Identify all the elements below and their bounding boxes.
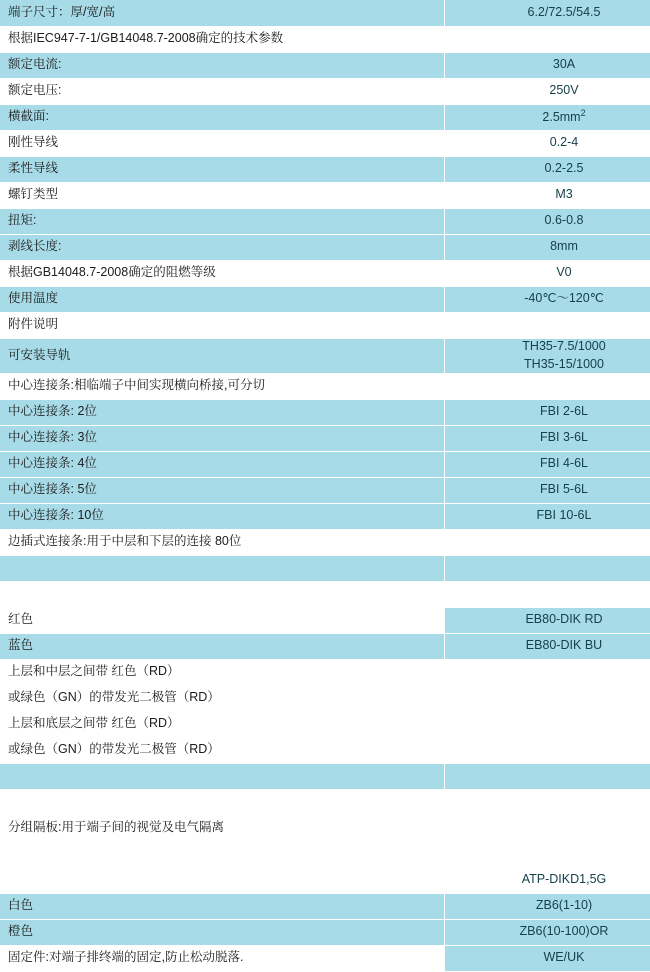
- table-cell-label: 中心连接条: 10位: [0, 503, 445, 529]
- table-cell-value: 250V: [445, 78, 650, 104]
- table-cell-value: EB80-DIK BU: [445, 633, 650, 659]
- table-row: [0, 685, 650, 711]
- table-cell-label: 红色: [0, 607, 445, 633]
- table-cell-value: [445, 312, 650, 338]
- table-cell-label: 柔性导线: [0, 156, 445, 182]
- table-row: [0, 26, 650, 52]
- table-row: [0, 607, 650, 633]
- table-cell-label: 螺钉类型: [0, 182, 445, 208]
- table-cell-label: 分组隔板:用于端子间的视觉及电气隔离: [0, 815, 445, 841]
- table-cell-label: 刚性导线: [0, 130, 445, 156]
- table-row: [0, 893, 650, 919]
- value-line: TH35-7.5/1000: [522, 339, 605, 355]
- table-cell-label: 或绿色（GN）的带发光二极管（RD）: [0, 737, 445, 763]
- table-cell-label: [0, 555, 445, 581]
- table-row: [0, 130, 650, 156]
- table-row: [0, 286, 650, 312]
- table-cell-label: [0, 763, 445, 789]
- table-row: [0, 711, 650, 737]
- table-row: [0, 919, 650, 945]
- table-cell-value: -40℃～120℃: [445, 286, 650, 312]
- table-cell-label: 中心连接条:相临端子中间实现横向桥接,可分切: [0, 373, 445, 399]
- table-row: [0, 399, 650, 425]
- table-row: [0, 737, 650, 763]
- table-row: [0, 841, 650, 867]
- table-row: [0, 0, 650, 26]
- table-cell-label: 白色: [0, 893, 445, 919]
- table-row: [0, 581, 650, 607]
- table-cell-value: [445, 789, 650, 815]
- table-row: [0, 659, 650, 685]
- table-cell-value: [445, 737, 650, 763]
- table-cell-value: [445, 529, 650, 555]
- table-cell-value: FBI 10-6L: [445, 503, 650, 529]
- table-cell-value: [445, 763, 650, 789]
- table-cell-label: 蓝色: [0, 633, 445, 659]
- table-cell-label: 中心连接条: 5位: [0, 477, 445, 503]
- table-cell-value: [445, 659, 650, 685]
- table-cell-value: ZB6(10-100)OR: [445, 919, 650, 945]
- table-row: [0, 815, 650, 841]
- table-cell-label: 中心连接条: 2位: [0, 399, 445, 425]
- table-cell-value: [445, 685, 650, 711]
- table-cell-value: [445, 338, 650, 373]
- table-cell-label: 固定件:对端子排终端的固定,防止松动脱落.: [0, 945, 445, 971]
- table-cell-value: FBI 2-6L: [445, 399, 650, 425]
- table-cell-label: [0, 789, 445, 815]
- table-cell-label: 扭矩:: [0, 208, 445, 234]
- table-row: [0, 529, 650, 555]
- table-cell-value: 30A: [445, 52, 650, 78]
- table-cell-label: 端子尺寸：厚/宽/高: [0, 0, 445, 26]
- table-cell-value: FBI 5-6L: [445, 477, 650, 503]
- table-cell-label: [0, 867, 445, 893]
- table-cell-value: [445, 711, 650, 737]
- table-cell-value: ATP-DIKD1,5G: [445, 867, 650, 893]
- table-cell-label: 或绿色（GN）的带发光二极管（RD）: [0, 685, 445, 711]
- table-cell-value: 0.6-0.8: [445, 208, 650, 234]
- table-cell-value: M3: [445, 182, 650, 208]
- table-cell-value: 0.2-4: [445, 130, 650, 156]
- table-row: [0, 182, 650, 208]
- table-cell-value: ZB6(1-10): [445, 893, 650, 919]
- value-superscript: 2: [581, 108, 586, 118]
- table-cell-label: 边插式连接条:用于中层和下层的连接 80位: [0, 529, 445, 555]
- table-cell-value: WE/UK: [445, 945, 650, 971]
- table-row: [0, 425, 650, 451]
- table-cell-label: 额定电压:: [0, 78, 445, 104]
- table-row: [0, 633, 650, 659]
- table-row: [0, 789, 650, 815]
- value-text: 2.5mm: [542, 110, 580, 124]
- table-row: [0, 156, 650, 182]
- table-row: [0, 208, 650, 234]
- table-cell-value: FBI 3-6L: [445, 425, 650, 451]
- table-row: [0, 312, 650, 338]
- table-cell-label: [0, 581, 445, 607]
- table-row: [0, 78, 650, 104]
- value-stack: [453, 339, 650, 373]
- value-line: TH35-15/1000: [524, 357, 604, 373]
- table-cell-value: 8mm: [445, 234, 650, 260]
- table-cell-label: 根据GB14048.7-2008确定的阻燃等级: [0, 260, 445, 286]
- table-cell-label: 附件说明: [0, 312, 445, 338]
- table-cell-value: 0.2-2.5: [445, 156, 650, 182]
- table-cell-value: [445, 373, 650, 399]
- table-cell-value: [445, 815, 650, 841]
- table-row: [0, 52, 650, 78]
- table-row: [0, 555, 650, 581]
- table-cell-label: 橙色: [0, 919, 445, 945]
- table-cell-value: [445, 555, 650, 581]
- table-cell-label: 根据IEC947-7-1/GB14048.7-2008确定的技术参数: [0, 26, 445, 52]
- table-row: [0, 451, 650, 477]
- table-row: [0, 763, 650, 789]
- table-cell-value: FBI 4-6L: [445, 451, 650, 477]
- table-cell-value: [445, 581, 650, 607]
- table-cell-label: 中心连接条: 4位: [0, 451, 445, 477]
- table-cell-value: V0: [445, 260, 650, 286]
- table-row: [0, 260, 650, 286]
- table-cell-value: [445, 104, 650, 130]
- table-cell-value: EB80-DIK RD: [445, 607, 650, 633]
- table-row: [0, 867, 650, 893]
- table-cell-label: 横截面:: [0, 104, 445, 130]
- table-row: [0, 503, 650, 529]
- table-row: [0, 373, 650, 399]
- table-row: [0, 338, 650, 373]
- table-cell-label: [0, 841, 445, 867]
- table-row: [0, 104, 650, 130]
- table-cell-value: 6.2/72.5/54.5: [445, 0, 650, 26]
- table-cell-label: 可安装导轨: [0, 338, 445, 373]
- table-cell-label: 剥线长度:: [0, 234, 445, 260]
- table-cell-label: 中心连接条: 3位: [0, 425, 445, 451]
- table-cell-label: 上层和底层之间带 红色（RD）: [0, 711, 445, 737]
- table-cell-value: [445, 841, 650, 867]
- table-row: [0, 945, 650, 971]
- table-cell-label: 额定电流:: [0, 52, 445, 78]
- table-cell-label: 上层和中层之间带 红色（RD）: [0, 659, 445, 685]
- table-cell-label: 使用温度: [0, 286, 445, 312]
- table-row: [0, 477, 650, 503]
- table-row: [0, 234, 650, 260]
- table-cell-value: [445, 26, 650, 52]
